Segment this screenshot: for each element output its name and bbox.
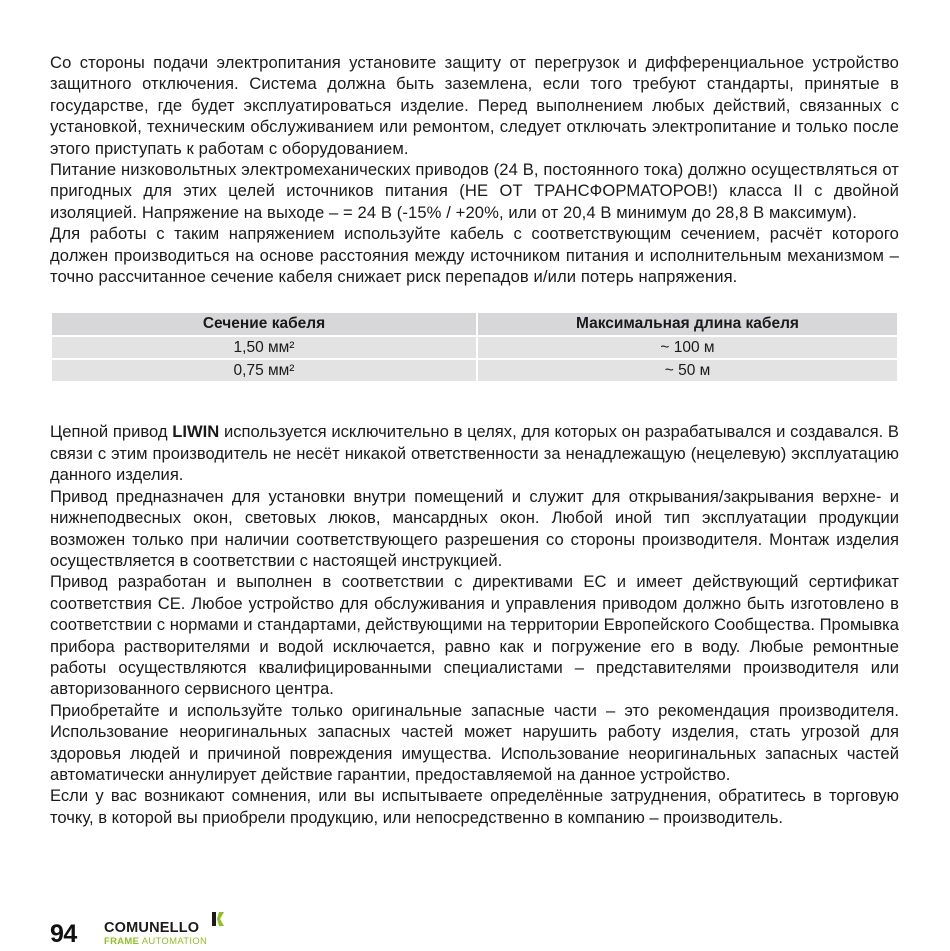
paragraph-low-voltage: Питание низковольтных электромеханических приводов (24 В, постоянного тока) должно осуществляться от пригодных для этих целей источников питания (НЕ ОТ ТРАНСФОРМАТОРОВ!) класса II с двойной изоляцией. Напряжение на выходе – = 24 В (-15% / +20%, или от 20,4 В минимум до 28,8 В максимум).: [50, 160, 899, 222]
cell-length: ~ 100 м: [477, 336, 898, 359]
table-row: [51, 336, 898, 359]
logo-tag-automation: AUTOMATION: [139, 936, 208, 947]
page-number: 94: [50, 920, 77, 948]
paragraph-support: Если у вас возникают сомнения, или вы испытываете определённые затруднения, обратитесь в торговую точку, в которой вы приобрели продукцию, или непосредственно в компанию – производитель.: [50, 786, 899, 827]
cell-length: ~ 50 м: [477, 359, 898, 382]
paragraph-spare-parts: Приобретайте и используйте только оригинальные запасные части – это рекомендация производителя. Использование неоригинальных запасных частей может нарушить работу изделия, стать угрозой для здоровья людей и причиной повреждения имущества. Использование неоригинальных запасных частей автоматически аннулирует действие гарантии, предоставляемой на данное устройство.: [50, 700, 899, 784]
paragraph-installation: Привод предназначен для установки внутри помещений и служит для открывания/закрывания верхне- и нижнеподвесных окон, световых люков, мансардных окон. Любой иной тип эксплуатации продукции возможен только при наличии соответствующего разрешения со стороны производителя. Монтаж изделия осуществляется в соответствии с настоящей инструкцией.: [50, 486, 899, 570]
logo-mark-icon: [210, 910, 226, 928]
paragraph-cable: Для работы с таким напряжением используйте кабель с соответствующим сечением, расчёт которого должен производиться на основе расстояния между источником питания и исполнительным механизмом – точно рассчитанное сечение кабеля снижает риск перепадов и/или потерь напряжения.: [50, 224, 899, 287]
header-max-length: Максимальная длина кабеля: [477, 312, 898, 336]
logo-tag-frame: FRAME: [104, 936, 140, 947]
brand-liwin: LIWIN: [172, 422, 220, 442]
power-supply-section: [50, 52, 899, 287]
paragraph-purpose: [50, 421, 899, 485]
table-header-row: [51, 312, 898, 336]
comunello-logo: [104, 916, 284, 948]
logo-tagline: [104, 936, 207, 947]
cable-table: [50, 311, 899, 383]
header-cable-section: Сечение кабеля: [51, 312, 477, 336]
purpose-text-end: используется исключительно в целях, для которых он разрабатывался и создавался. В связи с этим производитель не несёт никакой ответственности за ненадлежащую (нецелевую) эксплуатацию данного изделия.: [50, 422, 899, 485]
table-row: [51, 359, 898, 382]
paragraph-certification: Привод разработан и выполнен в соответствии с директивами ЕС и имеет действующий сертификат соответствия CE. Любое устройство для обслуживания и управления приводом должно быть изготовлено в соответствии с нормами и стандартами, действующими на территории Европейского Сообщества. Промывка прибора растворителями и водой исключается, равно как и погружение его в воду. Любые ремонтные работы осуществляются квалифицированными специалистами – представителями производителя или авторизованного сервисного центра.: [50, 572, 899, 699]
purpose-text-start: Цепной привод: [50, 422, 173, 442]
usage-section: [50, 421, 899, 828]
paragraph-protection: Со стороны подачи электропитания установите защиту от перегрузок и дифференциальное устройство защитного отключения. Система должна быть заземлена, если того требуют стандарты, принятые в государстве, где будет эксплуатироваться изделие. Перед выполнением любых действий, связанных с установкой, техническим обслуживанием или ремонтом, следует отключать электропитание и только после этого приступать к работам с оборудованием.: [50, 53, 899, 158]
cell-section: 0,75 мм²: [51, 359, 477, 382]
page-footer: [50, 916, 350, 948]
logo-name: COMUNELLO: [104, 920, 200, 936]
cell-section: 1,50 мм²: [51, 336, 477, 359]
page-content: [50, 52, 899, 828]
